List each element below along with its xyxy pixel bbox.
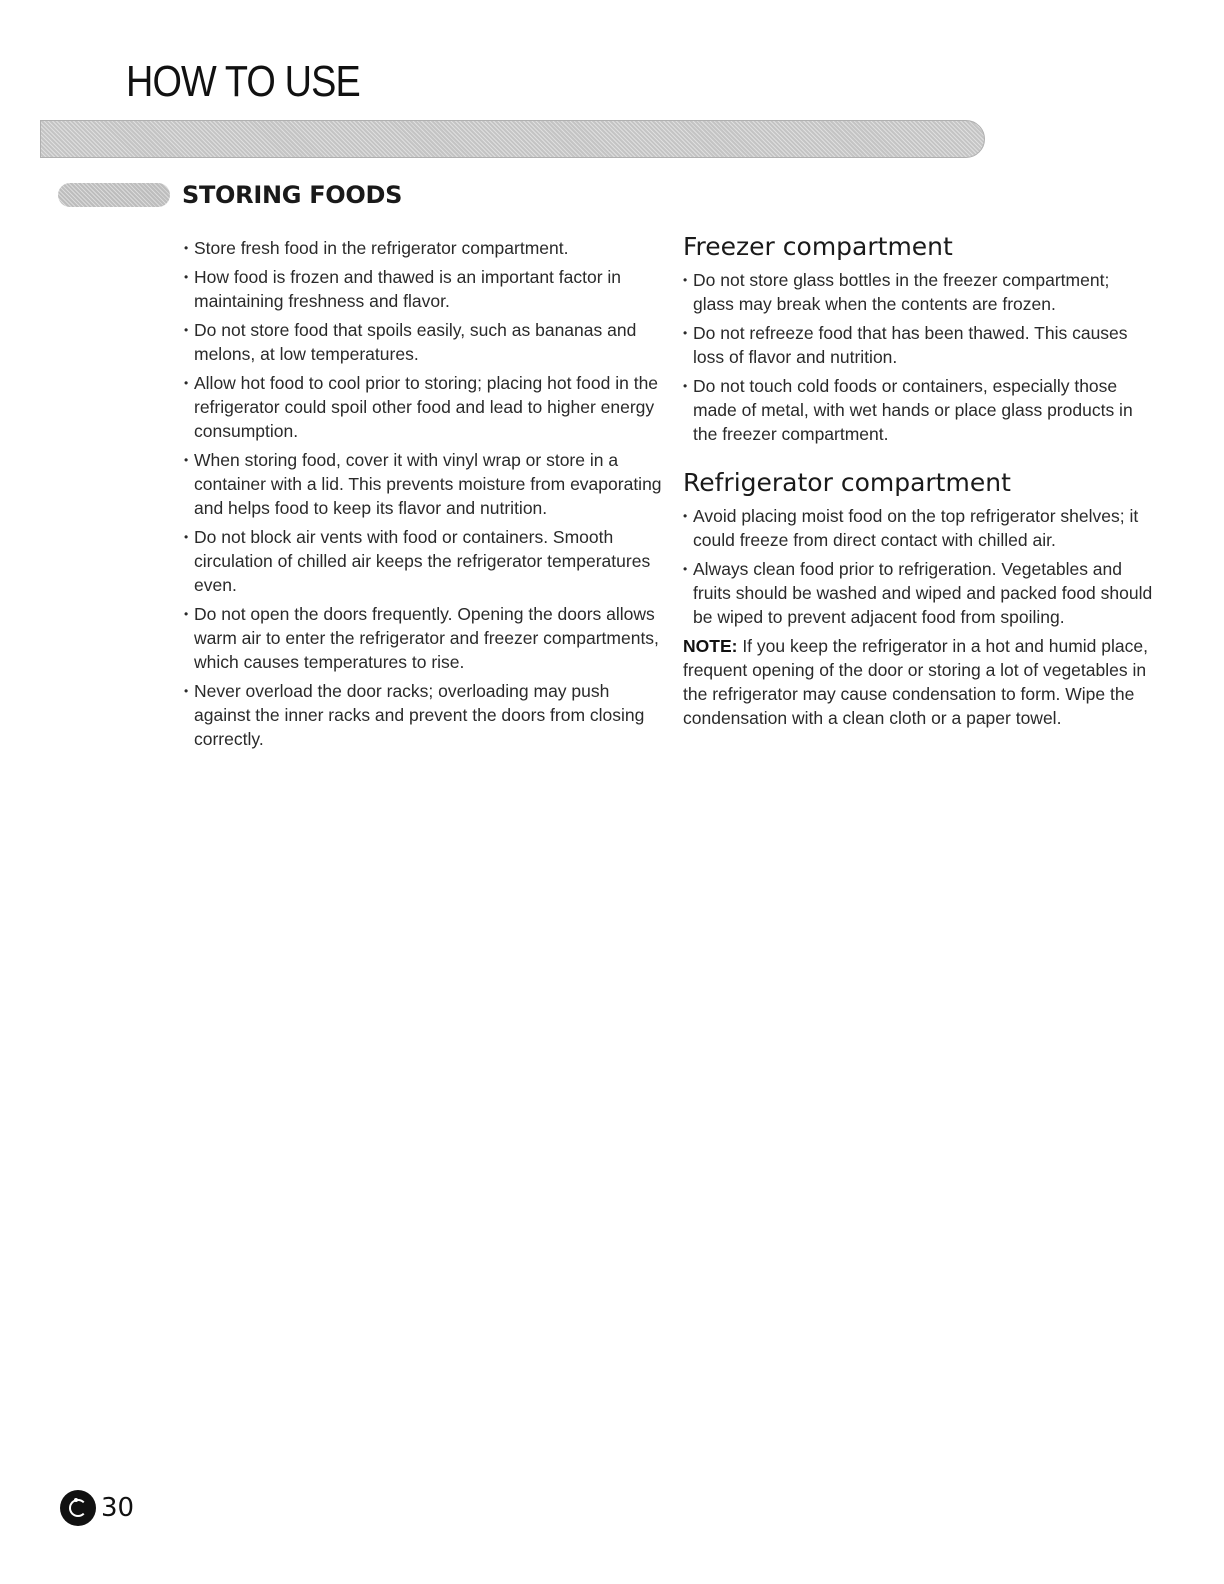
page-title: HOW TO USE: [126, 57, 360, 106]
lg-logo-icon: [60, 1490, 96, 1526]
refrigerator-heading: Refrigerator compartment: [683, 468, 1011, 497]
list-item: • Do not store food that spoils easily, such as bananas and melons, at low temperatures.: [184, 318, 664, 366]
page-footer: [60, 1490, 134, 1526]
section-tab-marker: [58, 183, 170, 207]
list-item: • Do not touch cold foods or containers, especially those made of metal, with wet hands or place glass products in the freezer compartment.: [683, 374, 1153, 446]
note-label: NOTE:: [683, 636, 738, 656]
header-decorative-bar: [40, 120, 985, 158]
list-item: • When storing food, cover it with vinyl wrap or store in a container with a lid. This prevents moisture from evaporating and helps food to keep its flavor and nutrition.: [184, 448, 664, 520]
list-item: • Do not open the doors frequently. Opening the doors allows warm air to enter the refrigerator and freezer compartments, which causes temperatures to rise.: [184, 602, 664, 674]
page-number: 30: [101, 1493, 135, 1523]
note-text: If you keep the refrigerator in a hot and humid place, frequent opening of the door or storing a lot of vegetables in the refrigerator may cause condensation to form. Wipe the condensation with a clean cloth or a paper towel.: [683, 636, 1148, 728]
right-column: [683, 232, 1153, 730]
refrigerator-list: [683, 504, 1153, 629]
note-paragraph: [683, 634, 1153, 730]
list-item: • Avoid placing moist food on the top refrigerator shelves; it could freeze from direct contact with chilled air.: [683, 504, 1153, 552]
list-item: • Always clean food prior to refrigeration. Vegetables and fruits should be washed and wiped and packed food should be wiped to prevent adjacent food from spoiling.: [683, 557, 1153, 629]
list-item: • Store fresh food in the refrigerator compartment.: [184, 236, 664, 260]
list-item: • Allow hot food to cool prior to storing; placing hot food in the refrigerator could spoil other food and lead to higher energy consumption.: [184, 371, 664, 443]
list-item: • How food is frozen and thawed is an important factor in maintaining freshness and flavor.: [184, 265, 664, 313]
list-item: • Do not refreeze food that has been thawed. This causes loss of flavor and nutrition.: [683, 321, 1153, 369]
freezer-list: [683, 268, 1153, 446]
list-item: • Do not block air vents with food or containers. Smooth circulation of chilled air keeps the refrigerator temperatures even.: [184, 525, 664, 597]
list-item: • Do not store glass bottles in the freezer compartment; glass may break when the contents are frozen.: [683, 268, 1153, 316]
section-title: STORING FOODS: [182, 181, 403, 209]
freezer-heading: Freezer compartment: [683, 232, 953, 261]
list-item: • Never overload the door racks; overloading may push against the inner racks and prevent the doors from closing correctly.: [184, 679, 664, 751]
general-storage-list: [184, 236, 664, 751]
left-column: [184, 236, 664, 756]
